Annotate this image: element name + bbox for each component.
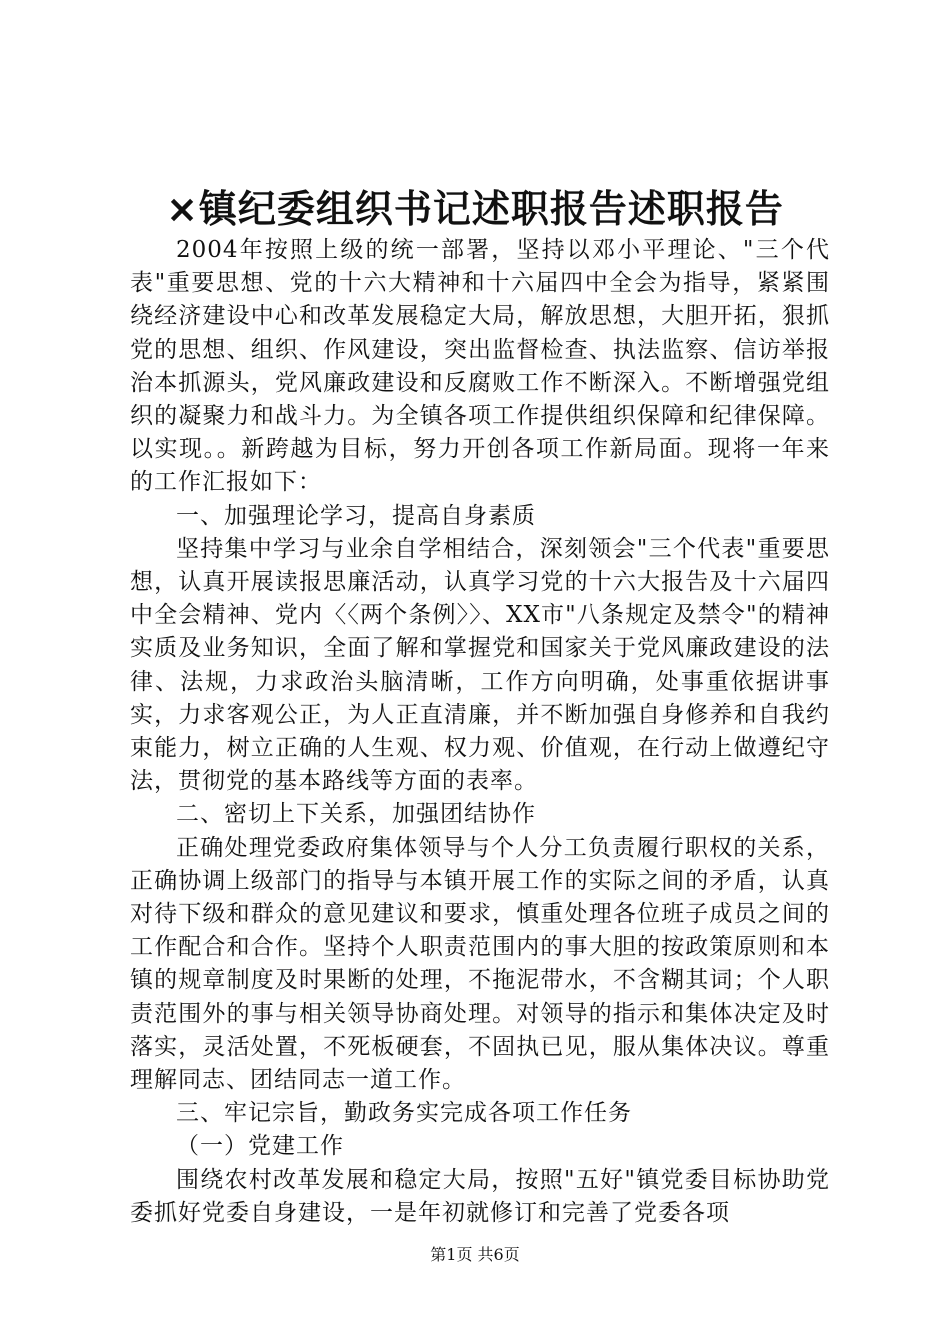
document-body [130, 234, 830, 1230]
intro-paragraph: 2004年按照上级的统一部署，坚持以邓小平理论、"三个代表"重要思想、党的十六大精神和十六届四中全会为指导，紧紧围绕经济建设中心和改革发展稳定大局，解放思想，大胆开拓，狠抓党的思想、组织、作风建设，突出监督检查、执法监察、信访举报治本抓源头，党风廉政建设和反腐败工作不断深入。不断增强党组织的凝聚力和战斗力。为全镇各项工作提供组织保障和纪律保障。以实现。。新跨越为目标，努力开创各项工作新局面。现将一年来的工作汇报如下： [130, 237, 830, 496]
subsection-heading-1: （一）党建工作 [176, 1133, 344, 1160]
section-heading-3: 三、牢记宗旨，勤政务实完成各项工作任务 [176, 1100, 632, 1127]
page-number-footer: 第1页 共6页 [430, 1245, 520, 1264]
subsection-1-paragraph: 围绕农村改革发展和稳定大局，按照"五好"镇党委目标协助党委抓好党委自身建设，一是年初就修订和完善了党委各项 [130, 1166, 830, 1226]
section-heading-1: 一、加强理论学习，提高自身素质 [176, 502, 536, 529]
document-title: ×镇纪委组织书记述职报告述职报告 [166, 187, 784, 231]
section-heading-2: 二、密切上下关系，加强团结协作 [176, 801, 536, 828]
section-2-paragraph: 正确处理党委政府集体领导与个人分工负责履行职权的关系，正确协调上级部门的指导与本镇开展工作的实际之间的矛盾，认真对待下级和群众的意见建议和要求，慎重处理各位班子成员之间的工作配合和合作。坚持个人职责范围内的事大胆的按政策原则和本镇的规章制度及时果断的处理，不拖泥带水，不含糊其词；个人职责范围外的事与相关领导协商处理。对领导的指示和集体决定及时落实，灵活处置，不死板硬套，不固执已见，服从集体决议。尊重理解同志、团结同志一道工作。 [130, 834, 830, 1094]
section-1-paragraph: 坚持集中学习与业余自学相结合，深刻领会"三个代表"重要思想，认真开展读报思廉活动，认真学习党的十六大报告及十六届四中全会精神、党内〈〈两个条例〉〉、XX市"八条规定及禁令"的精神实质及业务知识，全面了解和掌握党和国家关于党风廉政建设的法律、法规，力求政治头脑清晰，工作方向明确，处事重依据讲事实，力求客观公正，为人正直清廉，并不断加强自身修养和自我约束能力，树立正确的人生观、权力观、价值观，在行动上做遵纪守法，贯彻党的基本路线等方面的表率。 [130, 535, 830, 795]
